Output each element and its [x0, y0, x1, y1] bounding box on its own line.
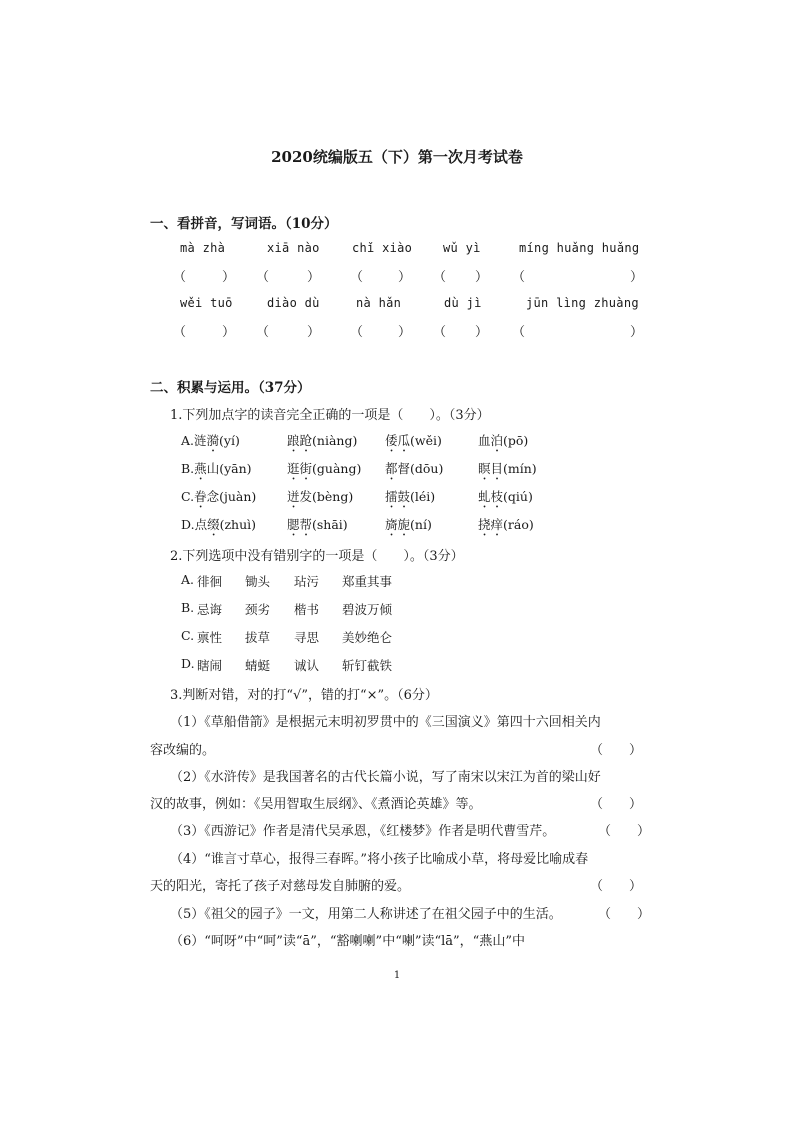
dotted-word: 倭瓜 [385, 433, 411, 448]
option-label: D. [181, 656, 195, 671]
pinyin-item: jūn lìng zhuàng [526, 296, 639, 310]
pinyin-note: (guàng) [312, 461, 362, 476]
option-word: 忌诲 [197, 602, 223, 617]
answer-blank: （ ） [598, 907, 651, 922]
option-word: 徘徊 [197, 574, 223, 589]
close-paren: ） [307, 325, 321, 340]
answer-blank: （ ） [598, 824, 651, 839]
option-word: 禀性 [197, 630, 223, 645]
dotted-char: 都 [385, 461, 398, 476]
judge-text: （4）“谁言寸草心，报得三春晖。”将小孩子比喻成小草，将母爱比喻成春 [170, 852, 589, 867]
page-number: 1 [393, 970, 401, 981]
dotted-word: 逛街 [287, 461, 313, 476]
close-paren: ） [307, 270, 321, 285]
dotted-char: 缀 [207, 517, 220, 532]
pinyin-note: (ráo) [503, 517, 534, 532]
open-paren: （ [173, 270, 187, 285]
judge-text: 汉的故事，例如：《吴用智取生辰纲》、《煮酒论英雄》等。 [150, 797, 482, 812]
dotted-char: 泊 [490, 433, 504, 448]
pinyin-item: wěi tuō [180, 296, 233, 310]
question-2: 2.下列选项中没有错别字的一项是（ ）。（3分） [170, 549, 464, 564]
dotted-word: 踉跄 [287, 433, 313, 448]
question-3: 3.判断对错，对的打“√”，错的打“×”。（6分） [170, 688, 438, 703]
option-word: 玷污 [294, 574, 320, 589]
answer-blank: （ ） [590, 797, 643, 812]
option-label: C. [181, 489, 195, 504]
pinyin-item: míng huǎng huǎng [519, 241, 640, 255]
option-word: 拔草 [245, 630, 271, 645]
open-paren: （ [256, 325, 270, 340]
option-word: 锄头 [245, 574, 271, 589]
dotted-char: 漪 [206, 433, 220, 448]
option-word: 蜻蜓 [245, 658, 271, 673]
dotted-word: 瞑目 [478, 461, 504, 476]
open-paren: （ [173, 325, 187, 340]
dotted-word: 旖旎 [385, 517, 411, 532]
close-paren: ） [398, 270, 412, 285]
word-plain: 发 [299, 489, 313, 504]
judge-text: 容改编的。 [150, 743, 216, 758]
option-word: 瞎闹 [197, 658, 223, 673]
pinyin-note: (niàng) [312, 433, 358, 448]
option-word: 斩钉截铁 [342, 658, 393, 673]
pinyin-item: nà hǎn [356, 296, 402, 310]
option-word: 美妙绝仑 [342, 630, 393, 645]
close-paren: ） [475, 270, 489, 285]
open-paren: （ [433, 325, 447, 340]
judge-text: （2）《水浒传》是我国著名的古代长篇小说，写了南宋以宋江为首的梁山好 [170, 770, 601, 785]
close-paren: ） [630, 325, 644, 340]
option-label: A. [181, 433, 195, 448]
pinyin-item: dù jì [444, 296, 482, 310]
judge-text: 天的阳光，寄托了孩子对慈母发自肺腑的爱。 [150, 879, 411, 894]
pinyin-note: (léi) [410, 489, 436, 504]
word-plain: 血 [478, 433, 491, 448]
option-label: B. [181, 461, 195, 476]
dotted-char: 燕 [194, 461, 207, 476]
section2-heading: 二、积累与运用。（37分） [150, 380, 311, 396]
word-plain: 督 [397, 461, 411, 476]
pinyin-note: (pō) [503, 433, 529, 448]
pinyin-note: (dōu) [410, 461, 444, 476]
judge-text: （1）《草船借箭》是根据元末明初罗贯中的《三国演义》第四十六回相关内 [170, 715, 601, 730]
option-word: 寻思 [294, 630, 320, 645]
dotted-char: 迸 [287, 489, 300, 504]
word-plain: 涟 [194, 433, 207, 448]
pinyin-note: (qiú) [503, 489, 533, 504]
open-paren: （ [512, 270, 526, 285]
section1-heading: 一、看拼音，写词语。（10分） [150, 216, 338, 232]
judge-text: （3）《西游记》作者是清代吴承恩，《红楼梦》作者是明代曹雪芹。 [170, 824, 556, 839]
option-word: 颈劣 [245, 602, 271, 617]
pinyin-note: (juàn) [219, 489, 257, 504]
pinyin-note: (zhuì) [219, 517, 257, 532]
word-plain: 念 [206, 489, 220, 504]
close-paren: ） [475, 325, 489, 340]
dotted-char: 眷 [194, 489, 207, 504]
pinyin-item: diào dù [267, 296, 320, 310]
option-label: C. [181, 628, 195, 643]
option-word: 郑重其事 [342, 574, 393, 589]
dotted-word: 擂鼓 [385, 489, 411, 504]
judge-text: （5）《祖父的园子》一文，用第二人称讲述了在祖父园子中的生活。 [170, 907, 562, 922]
option-label: A. [181, 572, 195, 587]
option-word: 碧波万倾 [342, 602, 393, 617]
dotted-word: 虬枝 [478, 489, 504, 504]
word-plain: 点 [194, 517, 208, 532]
open-paren: （ [350, 325, 364, 340]
question-1: 1.下列加点字的读音完全正确的一项是（ ）。（3分） [170, 408, 490, 423]
dotted-word: 腮帮 [287, 517, 313, 532]
pinyin-note: (mín) [503, 461, 537, 476]
pinyin-note: (yān) [219, 461, 252, 476]
option-word: 楷书 [294, 602, 320, 617]
close-paren: ） [630, 270, 644, 285]
option-word: 诚认 [294, 658, 320, 673]
pinyin-note: (ní) [410, 517, 432, 532]
dotted-word: 挠痒 [478, 517, 504, 532]
close-paren: ） [398, 325, 412, 340]
judge-text: （6）“呵呀”中“呵”读“ā”，“豁喇喇”中“喇”读“lā”，“燕山”中 [170, 934, 525, 949]
close-paren: ） [222, 270, 236, 285]
option-label: B. [181, 600, 195, 615]
pinyin-note: (bèng) [312, 489, 354, 504]
pinyin-note: (yí) [219, 433, 240, 448]
pinyin-item: xiā nào [267, 241, 320, 255]
pinyin-item: wǔ yì [443, 241, 481, 255]
pinyin-note: (shāi) [312, 517, 348, 532]
open-paren: （ [433, 270, 447, 285]
close-paren: ） [222, 325, 236, 340]
open-paren: （ [512, 325, 526, 340]
open-paren: （ [256, 270, 270, 285]
pinyin-item: mà zhà [180, 241, 226, 255]
answer-blank: （ ） [590, 743, 643, 758]
pinyin-item: chǐ xiào [352, 241, 413, 255]
option-label: D. [181, 517, 195, 532]
word-plain: 山 [206, 461, 220, 476]
open-paren: （ [350, 270, 364, 285]
page-title: 2020统编版五（下）第一次月考试卷 [271, 148, 523, 166]
pinyin-note: (wěi) [410, 433, 442, 448]
answer-blank: （ ） [590, 879, 643, 894]
